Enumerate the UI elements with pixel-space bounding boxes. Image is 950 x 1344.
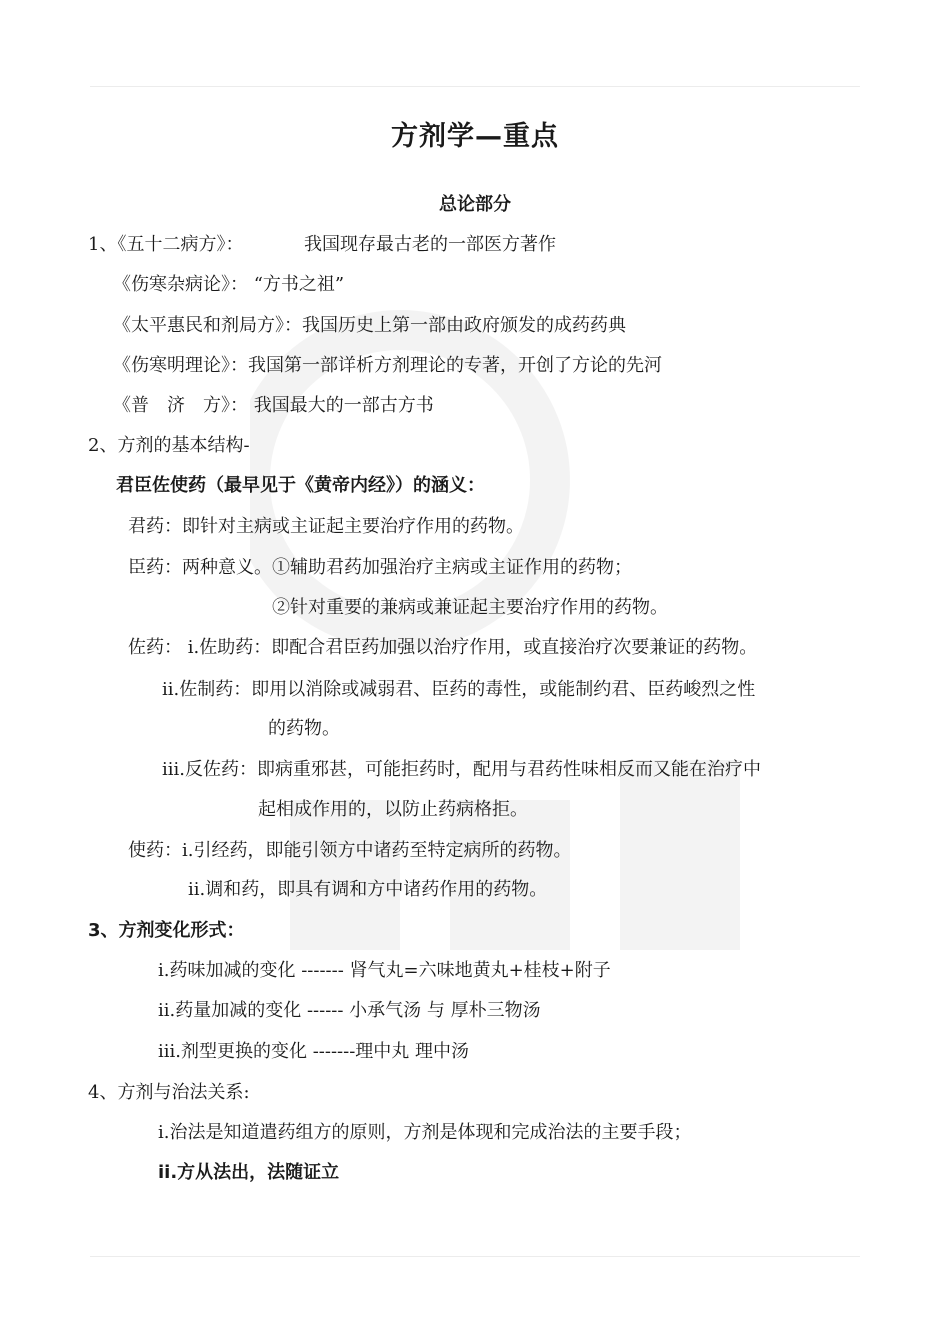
s2-subheading: 君臣佐使药（最早见于《黄帝内经》）的涵义： bbox=[116, 475, 485, 496]
variation-item: ii.药量加减的变化 ------ 小承气汤 与 厚朴三物汤 bbox=[158, 1000, 541, 1021]
zuo-line-3b: 起相成作用的，以防止药病格拒。 bbox=[258, 799, 528, 820]
variation-item: i.药味加减的变化 ------- 肾气丸=六味地黄丸+桂枝+附子 bbox=[158, 960, 611, 981]
zuo-line-1: 佐药： i.佐助药：即配合君臣药加强以治疗作用，或直接治疗次要兼证的药物。 bbox=[128, 637, 758, 658]
s3-head: 3、方剂变化形式： bbox=[88, 920, 245, 941]
book-item bbox=[113, 353, 662, 379]
shi-line-1: 使药：i.引经药，即能引领方中诸药至特定病所的药物。 bbox=[128, 840, 572, 861]
book-name: 《太平惠民和剂局方》： bbox=[113, 315, 302, 336]
zuo-line-2a: ii.佐制药：即用以消除或减弱君、臣药的毒性，或能制约君、臣药峻烈之性 bbox=[162, 679, 756, 700]
chen-line-1: 臣药：两种意义。①辅助君药加强治疗主病或主证作用的药物； bbox=[128, 557, 632, 578]
s1-head: 1、《五十二病方》： bbox=[88, 234, 244, 255]
book-item bbox=[113, 393, 434, 419]
zuo-line-3a: iii.反佐药：即病重邪甚，可能拒药时，配用与君药性味相反而又能在治疗中 bbox=[162, 759, 761, 780]
top-divider bbox=[90, 86, 860, 87]
book-name: 《普 济 方》： bbox=[113, 395, 248, 416]
variation-item: iii.剂型更换的变化 -------理中丸 理中汤 bbox=[158, 1041, 470, 1062]
book-desc: 我国历史上第一部由政府颁发的成药药典 bbox=[302, 315, 626, 336]
zuo-line-2b: 的药物。 bbox=[268, 718, 340, 739]
book-desc: 我国第一部详析方剂理论的专著，开创了方论的先河 bbox=[248, 355, 662, 376]
jun-line: 君药：即针对主病或主证起主要治疗作用的药物。 bbox=[128, 516, 524, 537]
book-name: 《伤寒杂病论》： bbox=[113, 274, 248, 295]
chen-line-2: ②针对重要的兼病或兼证起主要治疗作用的药物。 bbox=[272, 597, 668, 618]
book-name: 《伤寒明理论》： bbox=[113, 355, 248, 376]
book-desc: “方书之祖” bbox=[253, 274, 345, 295]
book-item bbox=[113, 272, 344, 298]
relation-item-2: ii.方从法出，法随证立 bbox=[158, 1162, 340, 1183]
book-item bbox=[113, 313, 626, 339]
relation-item-1: i.治法是知道遣药组方的原则，方剂是体现和完成治法的主要手段； bbox=[158, 1122, 692, 1143]
watermark-logo bbox=[250, 280, 770, 980]
shi-line-2: ii.调和药，即具有调和方中诸药作用的药物。 bbox=[188, 879, 548, 900]
book-desc: 我国最大的一部古方书 bbox=[253, 395, 434, 416]
s2-head: 2、方剂的基本结构- bbox=[88, 435, 250, 456]
bottom-divider bbox=[90, 1256, 860, 1257]
s1-head-desc: 我国现存最古老的一部医方著作 bbox=[304, 234, 556, 255]
s4-head: 4、方剂与治法关系: bbox=[88, 1082, 250, 1103]
section-subtitle: 总论部分 bbox=[439, 194, 511, 215]
page-title: 方剂学—重点 bbox=[391, 121, 559, 152]
